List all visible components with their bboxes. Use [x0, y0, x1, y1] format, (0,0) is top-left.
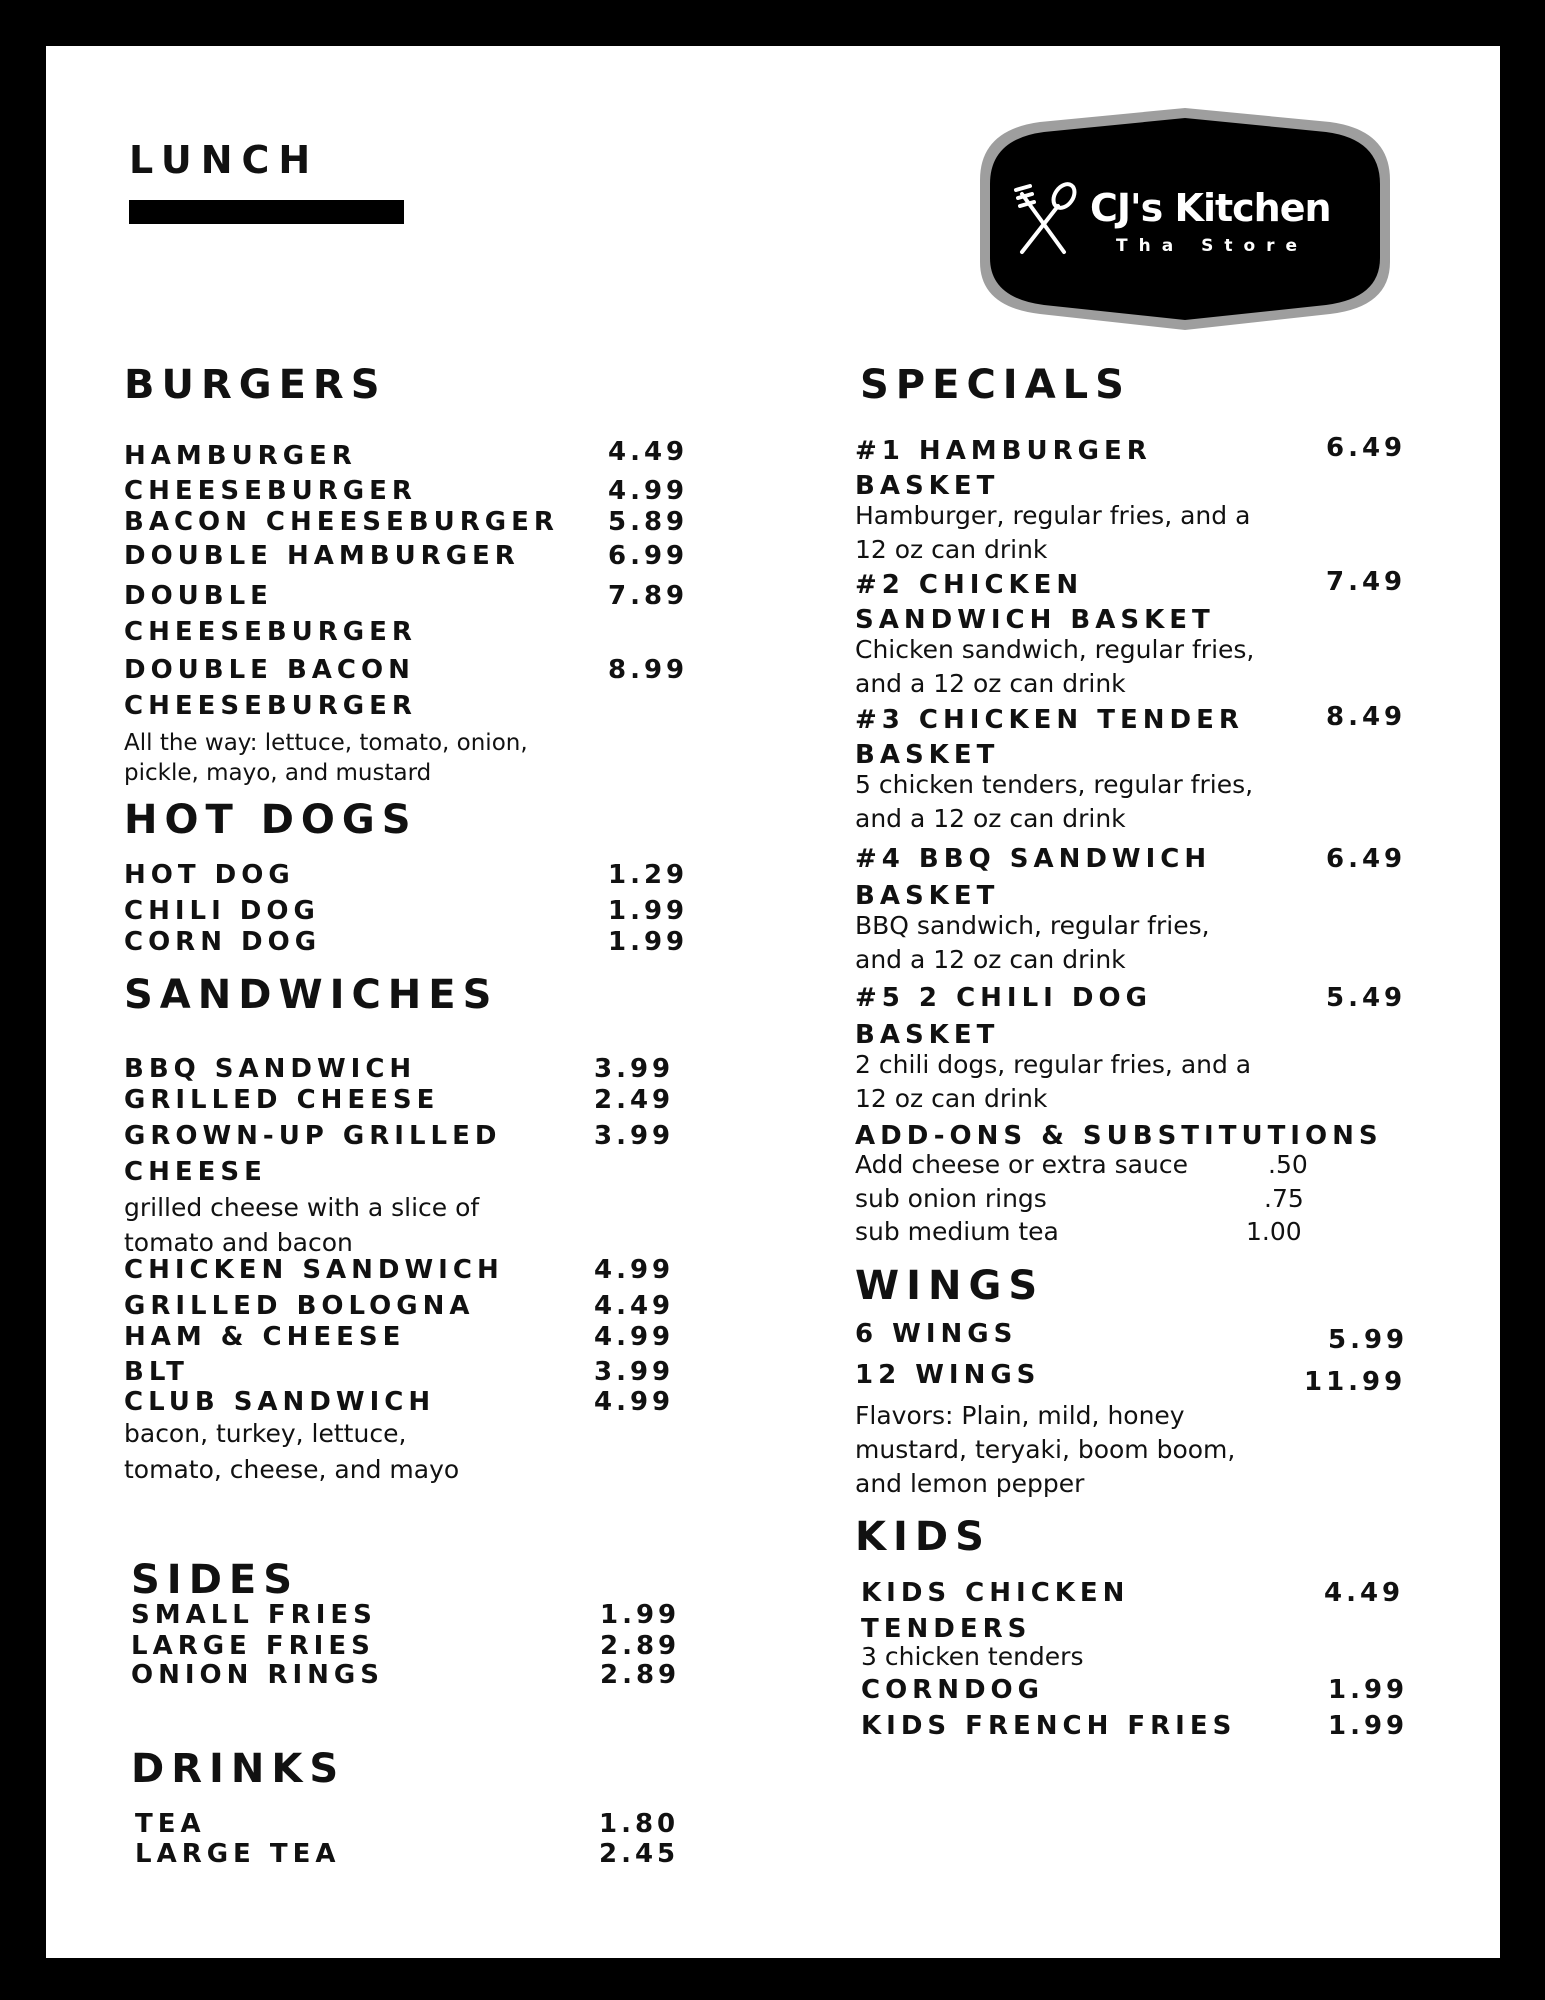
section-title-specials: SPECIALS	[860, 362, 1131, 408]
item-price: 4.49	[608, 437, 689, 467]
item-name: ONION RINGS	[131, 1660, 384, 1690]
menu-page	[46, 46, 1500, 1958]
item-price: 4.49	[1324, 1578, 1405, 1608]
item-name: 12 WINGS	[855, 1360, 1041, 1390]
addon-name: Add cheese or extra sauce	[855, 1150, 1188, 1179]
item-name: DOUBLE	[124, 581, 273, 611]
item-description: 12 oz can drink	[855, 535, 1048, 564]
item-description: bacon, turkey, lettuce,	[124, 1419, 407, 1448]
section-title-wings: WINGS	[855, 1263, 1045, 1309]
item-name: HOT DOG	[124, 860, 295, 890]
item-name: #1 HAMBURGER	[855, 436, 1152, 466]
item-description: tomato, cheese, and mayo	[124, 1455, 460, 1484]
section-title-sandwiches: SANDWICHES	[124, 972, 499, 1018]
item-price: 3.99	[594, 1121, 675, 1151]
item-name: CHICKEN SANDWICH	[124, 1255, 504, 1285]
item-price: 2.49	[594, 1085, 675, 1115]
item-name: HAMBURGER	[124, 441, 357, 471]
item-description: and a 12 oz can drink	[855, 945, 1126, 974]
item-name: CHEESEBURGER	[124, 617, 417, 647]
item-name: CHEESE	[124, 1157, 267, 1187]
item-description: 5 chicken tenders, regular fries,	[855, 770, 1254, 799]
item-description: Hamburger, regular fries, and a	[855, 501, 1251, 530]
section-title-drinks: DRINKS	[131, 1746, 346, 1792]
item-price: 6.49	[1326, 433, 1407, 463]
item-description: and a 12 oz can drink	[855, 669, 1126, 698]
section-note: All the way: lettuce, tomato, onion,	[124, 730, 528, 756]
item-name: BASKET	[855, 471, 1000, 501]
item-price: 8.99	[608, 655, 689, 685]
item-name: KIDS CHICKEN	[861, 1578, 1130, 1608]
item-name: BBQ SANDWICH	[124, 1054, 417, 1084]
item-name: #4 BBQ SANDWICH	[855, 844, 1212, 874]
item-name: TEA	[135, 1809, 206, 1839]
section-title-burgers: BURGERS	[124, 362, 387, 408]
item-description: 12 oz can drink	[855, 1084, 1048, 1113]
item-price: 5.99	[1328, 1325, 1409, 1355]
section-title-addons: ADD-ONS & SUBSTITUTIONS	[855, 1121, 1383, 1151]
item-description: and a 12 oz can drink	[855, 804, 1126, 833]
brand-tagline: Tha Store	[1116, 236, 1309, 256]
item-name: TENDERS	[861, 1614, 1032, 1644]
item-price: 4.99	[594, 1387, 675, 1417]
item-name: BASKET	[855, 740, 1000, 770]
item-name: GRILLED BOLOGNA	[124, 1291, 475, 1321]
item-description: 2 chili dogs, regular fries, and a	[855, 1050, 1252, 1079]
section-note: Flavors: Plain, mild, honey	[855, 1401, 1185, 1430]
item-price: 1.99	[608, 896, 689, 926]
item-name: BASKET	[855, 1020, 1000, 1050]
item-name: GROWN-UP GRILLED	[124, 1121, 502, 1151]
item-description: Chicken sandwich, regular fries,	[855, 635, 1255, 664]
item-name: GRILLED CHEESE	[124, 1085, 440, 1115]
item-price: 1.99	[600, 1600, 681, 1630]
item-name: #3 CHICKEN TENDER	[855, 705, 1244, 735]
item-name: BASKET	[855, 881, 1000, 911]
section-note: pickle, mayo, and mustard	[124, 760, 432, 786]
item-price: 4.99	[594, 1322, 675, 1352]
item-name: DOUBLE HAMBURGER	[124, 541, 520, 571]
section-note: and lemon pepper	[855, 1469, 1085, 1498]
item-name: HAM & CHEESE	[124, 1322, 406, 1352]
item-price: 4.99	[608, 476, 689, 506]
item-price: 1.80	[599, 1809, 680, 1839]
page-title: LUNCH	[129, 138, 320, 182]
item-name: DOUBLE BACON	[124, 655, 415, 685]
item-price: 1.99	[608, 927, 689, 957]
brand-name: CJ's Kitchen	[1090, 186, 1331, 230]
item-price: 5.89	[608, 507, 689, 537]
section-title-hot-dogs: HOT DOGS	[124, 797, 418, 843]
item-price: 1.29	[608, 860, 689, 890]
section-note: mustard, teryaki, boom boom,	[855, 1435, 1236, 1464]
item-price: 3.99	[594, 1054, 675, 1084]
item-price: 4.49	[594, 1291, 675, 1321]
item-price: 7.89	[608, 581, 689, 611]
addon-price: .50	[1268, 1150, 1308, 1179]
item-price: 4.99	[594, 1255, 675, 1285]
item-price: 11.99	[1304, 1367, 1407, 1397]
addon-name: sub medium tea	[855, 1217, 1059, 1246]
item-name: BLT	[124, 1357, 189, 1387]
item-name: SANDWICH BASKET	[855, 605, 1215, 635]
item-price: 3.99	[594, 1357, 675, 1387]
item-description: BBQ sandwich, regular fries,	[855, 911, 1210, 940]
item-name: KIDS FRENCH FRIES	[861, 1711, 1237, 1741]
item-price: 1.99	[1328, 1675, 1409, 1705]
title-underline	[129, 200, 404, 224]
item-price: 1.99	[1328, 1711, 1409, 1741]
addon-price: .75	[1264, 1184, 1304, 1213]
item-description: grilled cheese with a slice of	[124, 1193, 480, 1222]
item-name: CLUB SANDWICH	[124, 1387, 436, 1417]
item-name: #2 CHICKEN	[855, 570, 1084, 600]
item-price: 2.89	[600, 1631, 681, 1661]
item-price: 8.49	[1326, 702, 1407, 732]
section-title-kids: KIDS	[855, 1514, 991, 1560]
item-name: LARGE FRIES	[131, 1631, 375, 1661]
addon-price: 1.00	[1246, 1217, 1302, 1246]
item-price: 6.49	[1326, 844, 1407, 874]
section-title-sides: SIDES	[131, 1557, 300, 1603]
addon-name: sub onion rings	[855, 1184, 1047, 1213]
item-name: CHEESEBURGER	[124, 691, 417, 721]
item-price: 2.89	[600, 1660, 681, 1690]
item-name: BACON CHEESEBURGER	[124, 507, 559, 537]
item-name: CORN DOG	[124, 927, 322, 957]
item-price: 2.45	[599, 1839, 680, 1869]
item-name: #5 2 CHILI DOG	[855, 983, 1152, 1013]
item-name: LARGE TEA	[135, 1839, 341, 1869]
item-name: SMALL FRIES	[131, 1600, 377, 1630]
item-name: CORNDOG	[861, 1675, 1044, 1705]
item-description: tomato and bacon	[124, 1228, 353, 1257]
item-price: 6.99	[608, 541, 689, 571]
item-name: CHILI DOG	[124, 896, 320, 926]
brand-logo	[970, 102, 1400, 336]
item-price: 7.49	[1326, 567, 1407, 597]
item-name: 6 WINGS	[855, 1319, 1018, 1349]
item-name: CHEESEBURGER	[124, 476, 417, 506]
item-description: 3 chicken tenders	[861, 1642, 1084, 1671]
item-price: 5.49	[1326, 983, 1407, 1013]
